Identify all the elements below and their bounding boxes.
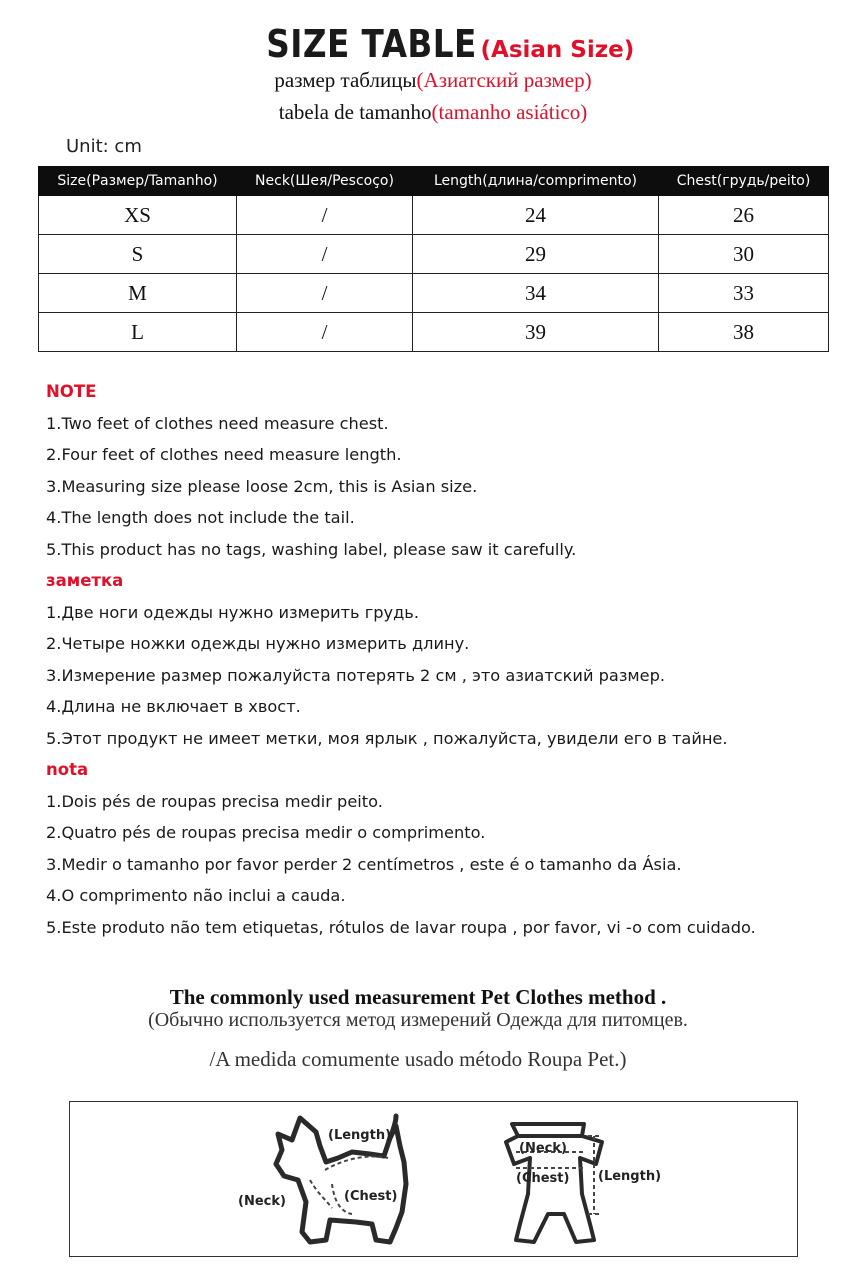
cell-chest: 26 bbox=[659, 196, 829, 235]
clothes-neck-label: (Neck) bbox=[519, 1141, 567, 1156]
title-pt-sub: (tamanho asiático) bbox=[431, 100, 588, 124]
cell-length: 29 bbox=[413, 235, 659, 274]
column-header-length: Length(длина/comprimento) bbox=[413, 167, 659, 196]
cell-size: XS bbox=[39, 196, 237, 235]
cell-chest: 33 bbox=[659, 274, 829, 313]
column-header-size: Size(Размер/Tamanho) bbox=[39, 167, 237, 196]
cell-size: M bbox=[39, 274, 237, 313]
table-row bbox=[39, 235, 829, 274]
method-subtitle-pt: /A medida comumente usado método Roupa Pet.) bbox=[209, 1047, 627, 1071]
clothes-chest-label: (Chest) bbox=[516, 1171, 570, 1186]
dog-measure-lines bbox=[310, 1157, 388, 1215]
column-header-chest: Chest(грудь/peito) bbox=[659, 167, 829, 196]
cell-neck: / bbox=[237, 274, 413, 313]
note-heading-ru: заметка bbox=[46, 571, 124, 590]
clothes-length-label: (Length) bbox=[598, 1169, 662, 1184]
cell-chest: 38 bbox=[659, 313, 829, 352]
note-item-en: 4.The length does not include the tail. bbox=[46, 508, 355, 527]
cell-size: S bbox=[39, 235, 237, 274]
cell-neck: / bbox=[237, 313, 413, 352]
cell-length: 39 bbox=[413, 313, 659, 352]
column-header-neck: Neck(Шея/Pescoço) bbox=[237, 167, 413, 196]
note-item-pt: 5.Este produto não tem etiquetas, rótulos de lavar roupa , por favor, vi -o com cuidado. bbox=[46, 917, 756, 937]
measurement-diagram bbox=[69, 1101, 798, 1257]
note-item-en: 3.Measuring size please loose 2cm, this is Asian size. bbox=[46, 476, 478, 496]
note-item-pt: 1.Dois pés de roupas precisa medir peito. bbox=[46, 791, 383, 811]
title-pt-line bbox=[0, 100, 866, 125]
note-item-en: 5.This product has no tags, washing label, please saw it carefully. bbox=[46, 539, 577, 559]
note-item-pt: 4.O comprimento não inclui a cauda. bbox=[46, 886, 346, 905]
title-ru: размер таблицы bbox=[274, 68, 417, 92]
note-heading-pt: nota bbox=[46, 760, 89, 779]
size-table bbox=[38, 166, 829, 352]
table-header-row bbox=[39, 167, 829, 196]
title-ru-line bbox=[0, 68, 866, 93]
note-item-en: 2.Four feet of clothes need measure length. bbox=[46, 445, 402, 464]
table-row bbox=[39, 274, 829, 313]
note-item-pt: 2.Quatro pés de roupas precisa medir o comprimento. bbox=[46, 823, 486, 842]
cell-neck: / bbox=[237, 196, 413, 235]
table-row bbox=[39, 196, 829, 235]
cell-chest: 30 bbox=[659, 235, 829, 274]
title-ru-sub: (Азиатский размер) bbox=[416, 68, 592, 92]
note-item-ru: 2.Четыре ножки одежды нужно измерить длину. bbox=[46, 634, 470, 653]
dog-neck-label: (Neck) bbox=[238, 1194, 286, 1209]
title-row bbox=[0, 22, 866, 66]
notes-section bbox=[46, 380, 861, 947]
title-pt: tabela de tamanho bbox=[278, 100, 432, 124]
page-title: SIZE TABLE bbox=[266, 22, 477, 66]
page-title-asian-size: (Asian Size) bbox=[480, 37, 635, 63]
unit-label: Unit: cm bbox=[66, 136, 142, 157]
note-heading-en: NOTE bbox=[46, 382, 97, 401]
dog-chest-label: (Chest) bbox=[344, 1189, 398, 1204]
note-item-ru: 1.Две ноги одежды нужно измерить грудь. bbox=[46, 602, 419, 622]
dog-length-label: (Length) bbox=[328, 1128, 392, 1143]
note-item-ru: 3.Измерение размер пожалуйста потерять 2 см , это азиатский размер. bbox=[46, 665, 666, 685]
method-subtitle-ru: (Обычно используется метод измерений Одежда для питомцев. bbox=[148, 1009, 688, 1031]
cell-neck: / bbox=[237, 235, 413, 274]
method-title: The commonly used measurement Pet Clothes method . bbox=[169, 985, 667, 1009]
cell-size: L bbox=[39, 313, 237, 352]
note-item-pt: 3.Medir o tamanho por favor perder 2 centímetros , este é o tamanho da Ásia. bbox=[46, 854, 682, 874]
note-item-ru: 5.Этот продукт не имеет метки, моя ярлык , пожалуйста, увидели его в тайне. bbox=[46, 728, 728, 748]
note-item-ru: 4.Длина не включает в хвост. bbox=[46, 697, 301, 716]
table-row bbox=[39, 313, 829, 352]
cell-length: 34 bbox=[413, 274, 659, 313]
cell-length: 24 bbox=[413, 196, 659, 235]
note-item-en: 1.Two feet of clothes need measure chest. bbox=[46, 413, 389, 433]
